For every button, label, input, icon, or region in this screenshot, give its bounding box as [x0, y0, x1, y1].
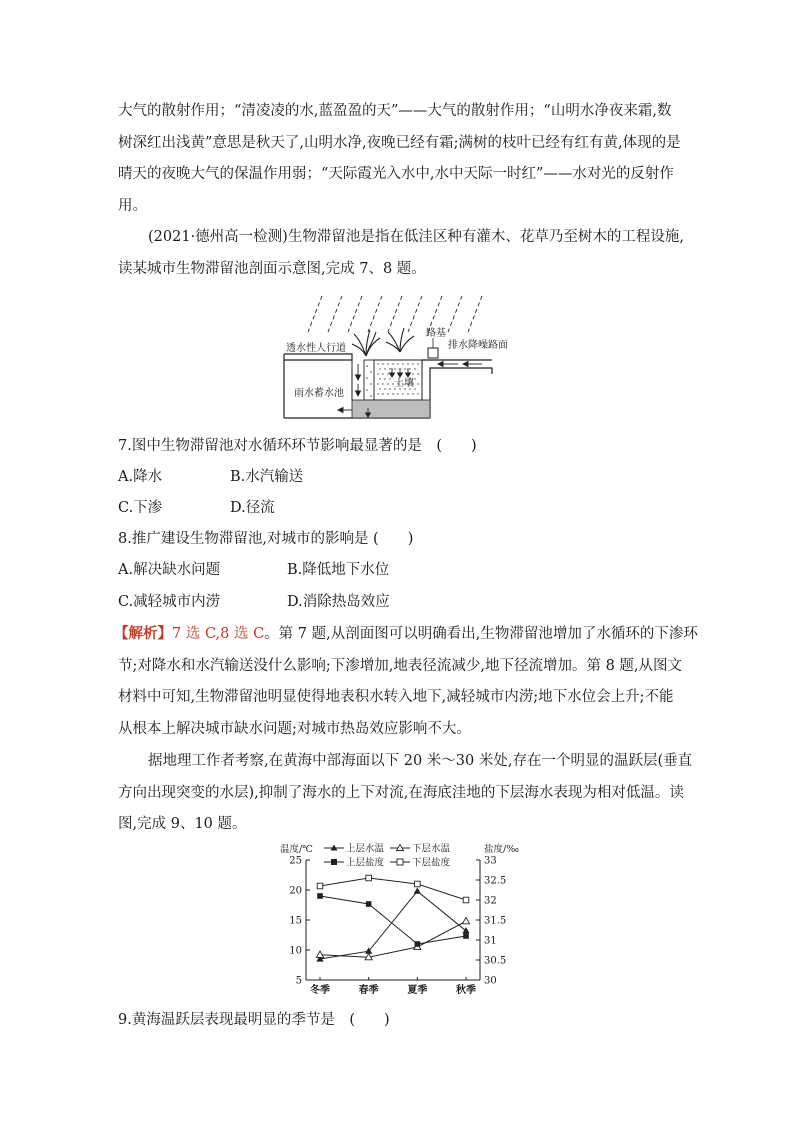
- x-tick-label: 冬季: [310, 985, 330, 996]
- legend-label: 上层盐度: [346, 857, 385, 869]
- label-road: 排水降噪路面: [448, 340, 508, 351]
- y-left-label: 温度/℃: [280, 844, 313, 855]
- data-point: [415, 941, 421, 947]
- q8-option-a[interactable]: A.解决缺水问题: [118, 562, 221, 578]
- text-line: 晴天的夜晚大气的保温作用弱；“天际霞光入水中,水中天际一时红”——水对光的反射作: [118, 166, 674, 182]
- roadbed-box: [428, 348, 438, 358]
- series-line: [320, 896, 466, 944]
- data-point: [366, 901, 372, 907]
- q8-option-b[interactable]: B.降低地下水位: [287, 562, 390, 578]
- y-left-tick-label: 15: [289, 915, 302, 927]
- data-point: [462, 917, 469, 923]
- legend-label: 下层水温: [412, 843, 451, 855]
- label-tank: 雨水蓄水池: [294, 388, 344, 399]
- q7-option-b[interactable]: B.水汽输送: [230, 469, 304, 485]
- y-right-tick-label: 32: [484, 895, 497, 907]
- question-intro-9-10: [118, 746, 693, 841]
- question-intro-7-8: [118, 222, 688, 285]
- data-point: [316, 951, 323, 957]
- data-point: [462, 927, 469, 933]
- y-left-tick-label: 5: [295, 975, 302, 987]
- x-tick-label: 秋季: [456, 985, 476, 996]
- data-point: [366, 875, 372, 881]
- y-right-tick-label: 30: [484, 975, 497, 987]
- y-right-tick-label: 31: [484, 935, 497, 947]
- gravel-base: [352, 400, 430, 418]
- text-line: 大气的散射作用；“清凌凌的水,蓝盈盈的天”——大气的散射作用；“山明水净夜来霜,数: [118, 103, 672, 119]
- y-left-tick-label: 25: [289, 855, 302, 867]
- sea-temperature-salinity-chart: [278, 838, 518, 996]
- text-line: 树深红出浅黄”意思是秋天了,山明水净,夜晚已经有霜;满树的枝叶已经有红有黄,体现的是: [118, 134, 681, 151]
- q7-option-d[interactable]: D.径流: [230, 500, 275, 516]
- legend-label: 下层盐度: [412, 857, 451, 869]
- analysis-text: 。第 7 题,从剖面图可以明确看出,生物滞留池增加了水循环的下渗环: [264, 626, 698, 642]
- text-line: 从根本上解决城市缺水问题;对城市热岛效应影响不大。: [118, 720, 471, 737]
- series-line: [320, 891, 466, 959]
- y-right-label: 盐度/‰: [484, 844, 519, 855]
- q7-option-a[interactable]: A.降水: [118, 469, 163, 485]
- x-tick-label: 春季: [358, 985, 379, 996]
- chart-series: [316, 875, 469, 961]
- y-left-tick-label: 10: [289, 945, 302, 957]
- text-line: 方向出现突变的水层),抑制了海水的上下对流,在海底洼地的下层海水表现为相对低温。读: [118, 784, 684, 801]
- y-right-tick-label: 32.5: [484, 875, 507, 887]
- label-roadbed: 路基: [426, 328, 446, 339]
- data-point: [463, 933, 469, 939]
- text-line: 读某城市生物滞留池剖面示意图,完成 7、8 题。: [118, 260, 426, 277]
- text-line: 图,完成 9、10 题。: [118, 816, 247, 832]
- bioretention-diagram: [282, 292, 508, 422]
- rain-lines: [308, 296, 482, 332]
- text-line: (2021·德州高一检测)生物滞留池是指在低洼区种有灌木、花草乃至树木的工程设施,: [148, 229, 684, 245]
- plant-icon: [352, 330, 380, 356]
- legend: [324, 843, 451, 869]
- y-right-tick-label: 31.5: [484, 915, 507, 927]
- analysis-tag: 【解析】: [114, 625, 172, 642]
- label-soil: 土壤: [394, 378, 414, 389]
- text-line: [114, 618, 698, 651]
- label-walkway: 透水性人行道: [286, 343, 346, 354]
- chart-axes: [289, 856, 506, 997]
- data-point: [414, 887, 421, 893]
- q8-option-c[interactable]: C.减轻城市内涝: [118, 594, 221, 610]
- x-tick-label: 夏季: [407, 985, 428, 996]
- q8-option-d[interactable]: D.消除热岛效应: [287, 594, 390, 610]
- text-line: 用。: [118, 197, 147, 214]
- analysis-block: [114, 618, 698, 745]
- paragraph-explanation: [118, 96, 688, 222]
- q7-option-c[interactable]: C.下渗: [118, 500, 163, 516]
- text-line: 节;对降水和水汽输送没什么影响;下渗增加,地表径流减少,地下径流增加。第 8 题,从图文: [118, 657, 683, 674]
- plant-icon: [386, 328, 414, 352]
- y-left-tick-label: 20: [289, 885, 302, 897]
- data-point: [317, 883, 323, 889]
- analysis-answer: 7 选 C,8 选 C: [172, 626, 265, 642]
- question-8-stem: 8.推广建设生物滞留池,对城市的影响是 ( ): [118, 531, 414, 547]
- legend-label: 上层水温: [346, 843, 385, 855]
- data-point: [463, 897, 469, 903]
- series-line: [320, 878, 466, 900]
- question-9-stem: 9.黄海温跃层表现最明显的季节是 ( ): [118, 1012, 390, 1028]
- infiltration-column: [364, 360, 374, 400]
- legend-marker-open-square: [397, 859, 403, 865]
- text-line: 据地理工作者考察,在黄海中部海面以下 20 米～30 米处,存在一个明显的温跃层(垂直: [148, 753, 693, 769]
- text-line: 材料中可知,生物滞留池明显使得地表积水转入地下,减轻城市内涝;地下水位会上升;不能: [118, 689, 674, 705]
- data-point: [317, 893, 323, 899]
- y-right-tick-label: 33: [484, 855, 497, 867]
- data-point: [415, 881, 421, 887]
- question-7-stem: 7.图中生物滞留池对水循环环节影响最显著的是 ( ): [118, 438, 477, 454]
- y-right-tick-label: 30.5: [484, 955, 507, 967]
- legend-marker-filled-square: [331, 859, 337, 865]
